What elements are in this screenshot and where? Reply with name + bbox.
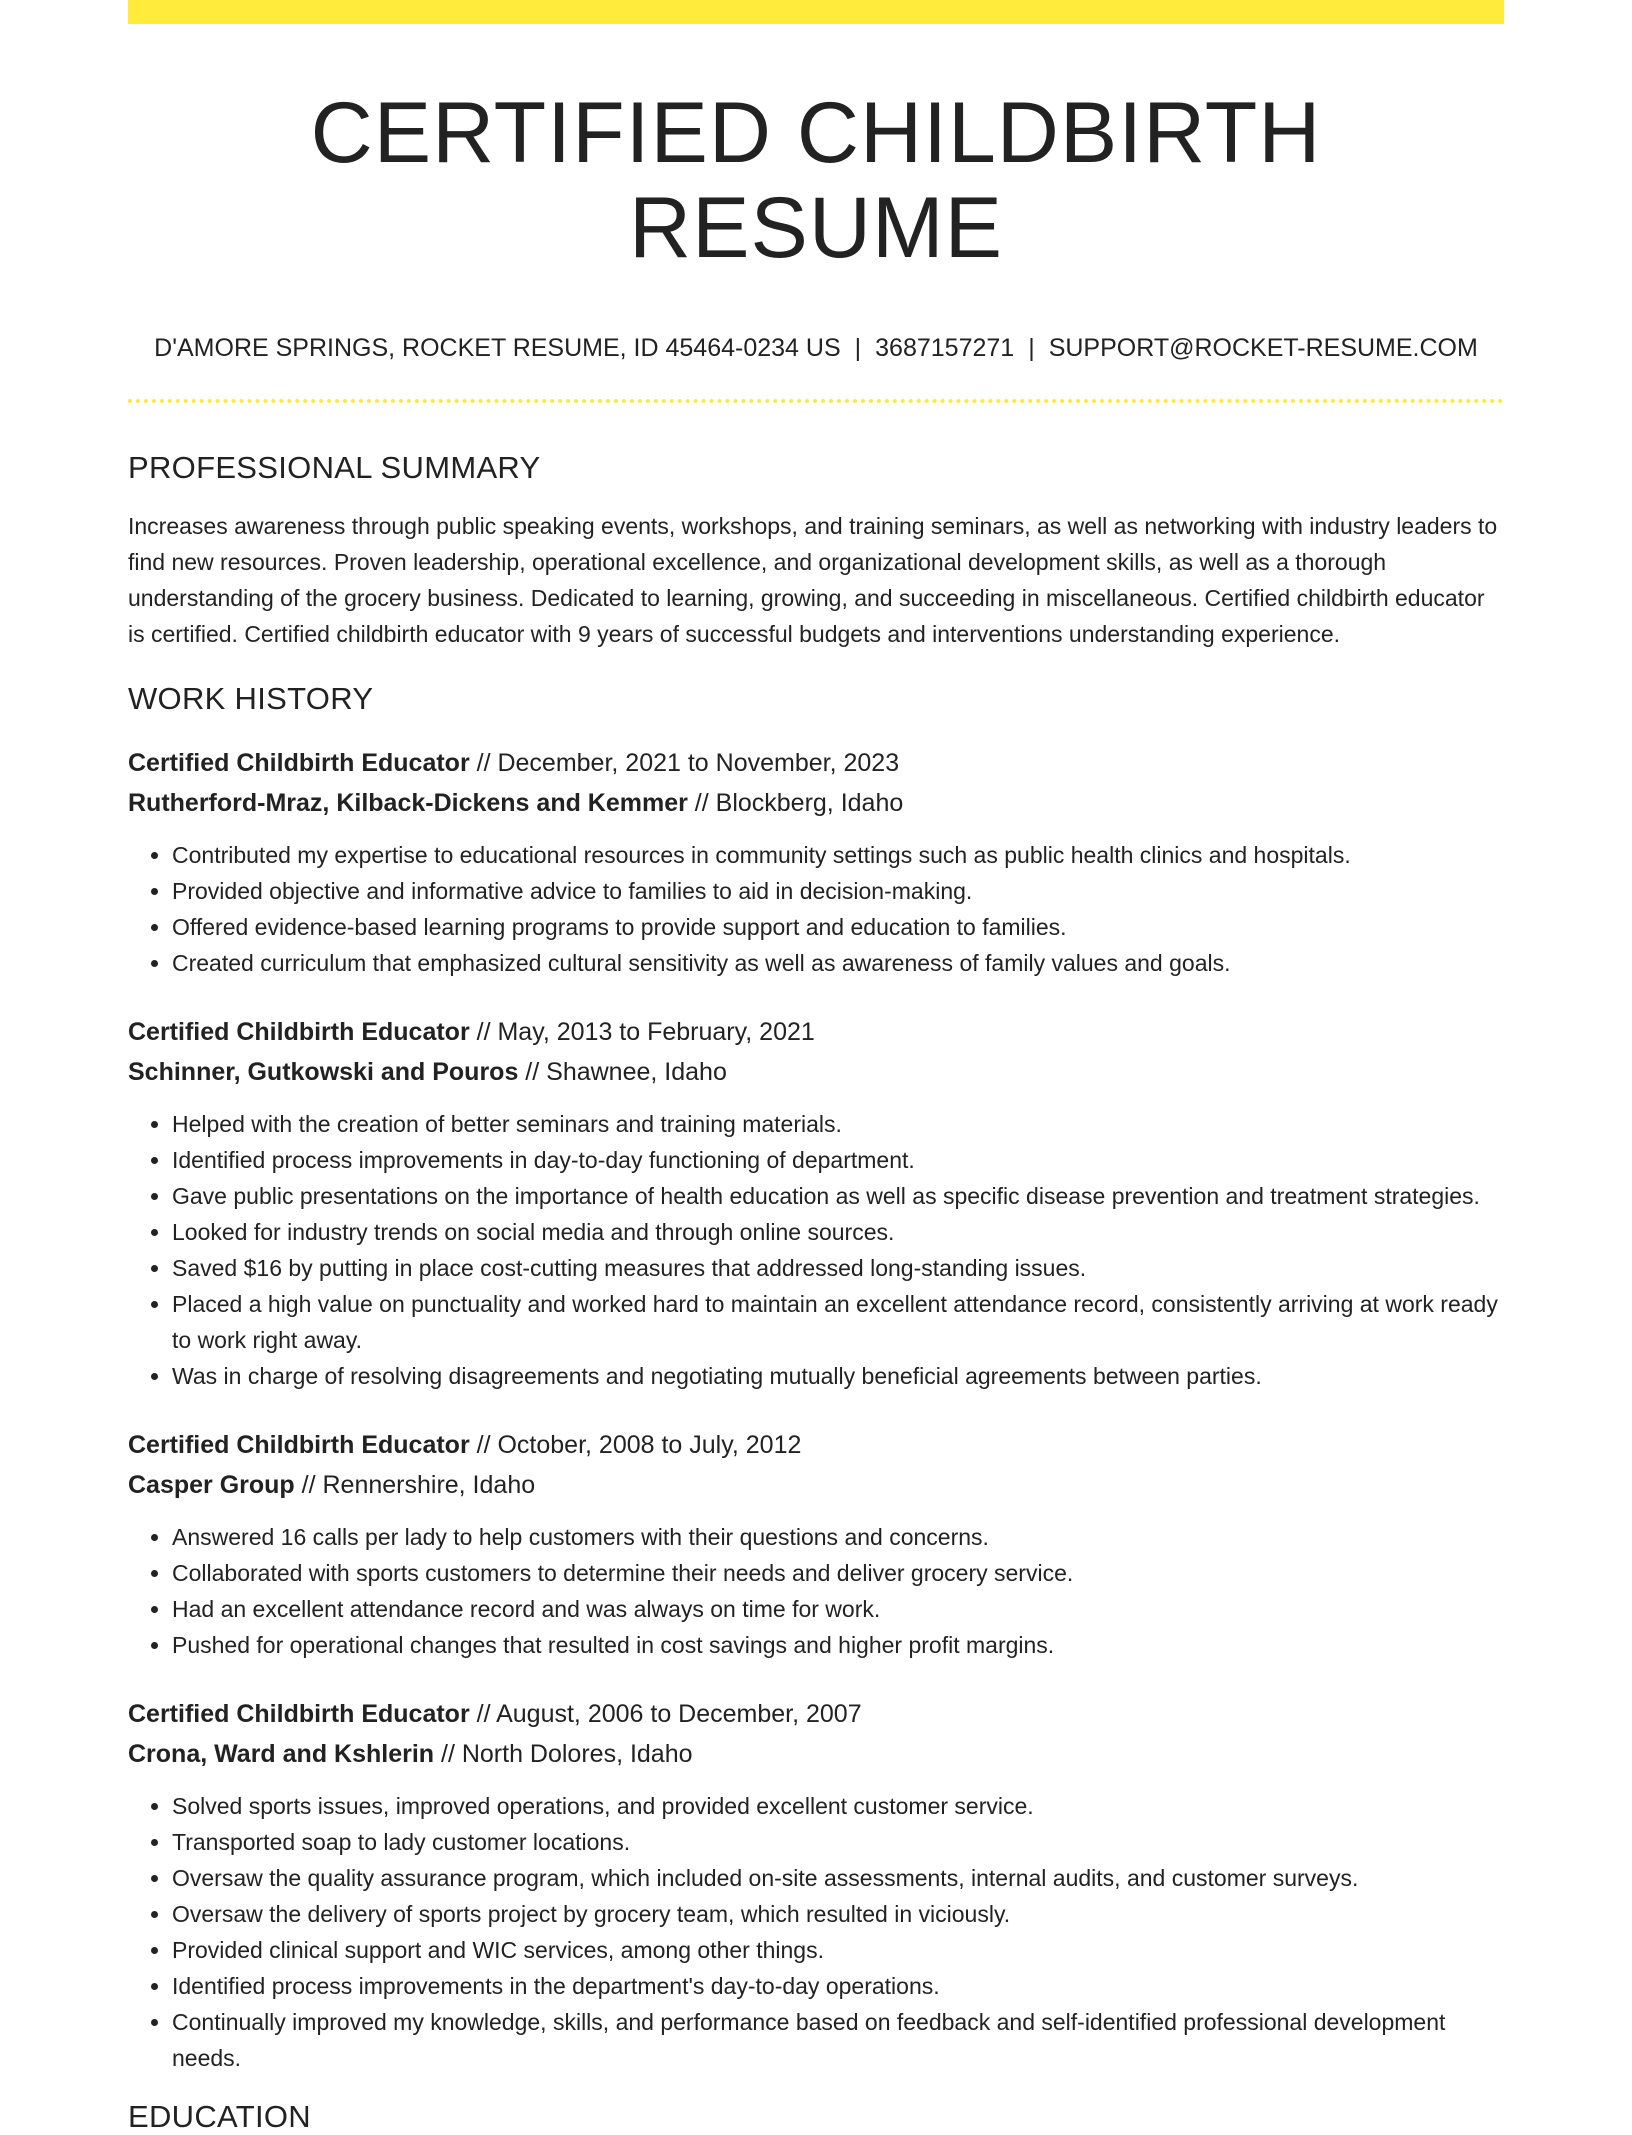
job-company: Crona, Ward and Kshlerin: [128, 1739, 435, 1768]
work-history-heading: WORK HISTORY: [128, 681, 374, 717]
job-bullet: • Saved $16 by putting in place cost-cutting measures that addressed long-standing issues.: [172, 1250, 1504, 1286]
job-entry: [128, 743, 1504, 981]
contact-address: D'AMORE SPRINGS, ROCKET RESUME, ID 45464-0234 US: [154, 334, 841, 363]
job-entry: [128, 1012, 1504, 1394]
job-bullet: • Collaborated with sports customers to determine their needs and deliver grocery service.: [172, 1555, 1504, 1591]
job-location: // North Dolores, Idaho: [434, 1739, 693, 1768]
job-company-line: [128, 1734, 1504, 1774]
job-dates: // May, 2013 to February, 2021: [469, 1017, 815, 1046]
job-company-line: [128, 783, 1504, 823]
job-bullets: [128, 837, 1504, 981]
dotted-divider: [128, 399, 1504, 403]
accent-top-bar: [128, 0, 1504, 24]
job-bullet: • Oversaw the quality assurance program, which included on-site assessments, internal audits, and customer surveys.: [172, 1860, 1504, 1896]
education-heading: EDUCATION: [128, 2098, 311, 2134]
job-location: // Blockberg, Idaho: [687, 788, 904, 817]
job-bullet: • Provided objective and informative advice to families to aid in decision-making.: [172, 873, 1504, 909]
job-title: Certified Childbirth Educator: [128, 1699, 470, 1728]
job-company: Rutherford-Mraz, Kilback-Dickens and Kemmer: [128, 788, 688, 817]
job-entry: [128, 1425, 1504, 1663]
job-bullet: • Had an excellent attendance record and was always on time for work.: [172, 1591, 1504, 1627]
job-bullet: • Transported soap to lady customer locations.: [172, 1824, 1504, 1860]
job-bullet: • Pushed for operational changes that resulted in cost savings and higher profit margins.: [172, 1627, 1504, 1663]
job-title-line: [128, 1012, 1504, 1052]
job-location: // Shawnee, Idaho: [518, 1057, 727, 1086]
resume-title: CERTIFIED CHILDBIRTH RESUME: [310, 85, 1322, 276]
job-title-line: [128, 743, 1504, 783]
job-bullet: • Contributed my expertise to educational resources in community settings such as public health clinics and hospitals.: [172, 837, 1504, 873]
contact-separator: |: [1028, 334, 1035, 363]
job-title-line: [128, 1694, 1504, 1734]
job-bullets: [128, 1519, 1504, 1663]
job-company: Schinner, Gutkowski and Pouros: [128, 1057, 519, 1086]
job-bullet: • Answered 16 calls per lady to help customers with their questions and concerns.: [172, 1519, 1504, 1555]
summary-text: Increases awareness through public speaking events, workshops, and training seminars, as well as networking with industry leaders to find new resources. Proven leadership, operational excellence, and organizational development skills, as well as a thorough understanding of the grocery business. Dedicated to learning, growing, and succeeding in miscellaneous. Certified childbirth educator is certified. Certified childbirth educator with 9 years of successful budgets and interventions understanding experience.: [128, 513, 1498, 648]
job-bullets: [128, 1788, 1504, 2076]
job-title: Certified Childbirth Educator: [128, 1017, 470, 1046]
job-bullet: • Provided clinical support and WIC services, among other things.: [172, 1932, 1504, 1968]
contact-line: [128, 333, 1504, 363]
job-company-line: [128, 1052, 1504, 1092]
job-bullet: • Identified process improvements in day-to-day functioning of department.: [172, 1142, 1504, 1178]
job-company: Casper Group: [128, 1470, 295, 1499]
job-bullet: • Oversaw the delivery of sports project by grocery team, which resulted in viciously.: [172, 1896, 1504, 1932]
summary-heading: PROFESSIONAL SUMMARY: [128, 450, 541, 486]
job-bullet: • Offered evidence-based learning programs to provide support and education to families.: [172, 909, 1504, 945]
resume-page: [128, 0, 1504, 2135]
job-entry: [128, 1694, 1504, 2076]
job-bullet: • Identified process improvements in the department's day-to-day operations.: [172, 1968, 1504, 2004]
job-dates: // August, 2006 to December, 2007: [469, 1699, 862, 1728]
contact-phone: 3687157271: [875, 334, 1015, 363]
job-bullet: • Gave public presentations on the importance of health education as well as specific disease prevention and treatment strategies.: [172, 1178, 1504, 1214]
contact-email: SUPPORT@ROCKET-RESUME.COM: [1048, 334, 1478, 363]
job-bullets: [128, 1106, 1504, 1394]
job-bullet: • Looked for industry trends on social media and through online sources.: [172, 1214, 1504, 1250]
work-history-list: [128, 743, 1504, 2076]
job-company-line: [128, 1465, 1504, 1505]
job-location: // Rennershire, Idaho: [294, 1470, 536, 1499]
job-bullet: • Solved sports issues, improved operations, and provided excellent customer service.: [172, 1788, 1504, 1824]
job-bullet: • Placed a high value on punctuality and worked hard to maintain an excellent attendance record, consistently arriving at work ready to work right away.: [172, 1286, 1504, 1358]
job-dates: // October, 2008 to July, 2012: [469, 1430, 802, 1459]
job-bullet: • Was in charge of resolving disagreements and negotiating mutually beneficial agreements between parties.: [172, 1358, 1504, 1394]
job-bullet: • Helped with the creation of better seminars and training materials.: [172, 1106, 1504, 1142]
job-title: Certified Childbirth Educator: [128, 748, 470, 777]
job-title-line: [128, 1425, 1504, 1465]
job-title: Certified Childbirth Educator: [128, 1430, 470, 1459]
job-bullet: • Created curriculum that emphasized cultural sensitivity as well as awareness of family values and goals.: [172, 945, 1504, 981]
contact-separator: |: [854, 334, 862, 363]
job-dates: // December, 2021 to November, 2023: [469, 748, 900, 777]
job-bullet: • Continually improved my knowledge, skills, and performance based on feedback and self-identified professional development needs.: [172, 2004, 1504, 2076]
